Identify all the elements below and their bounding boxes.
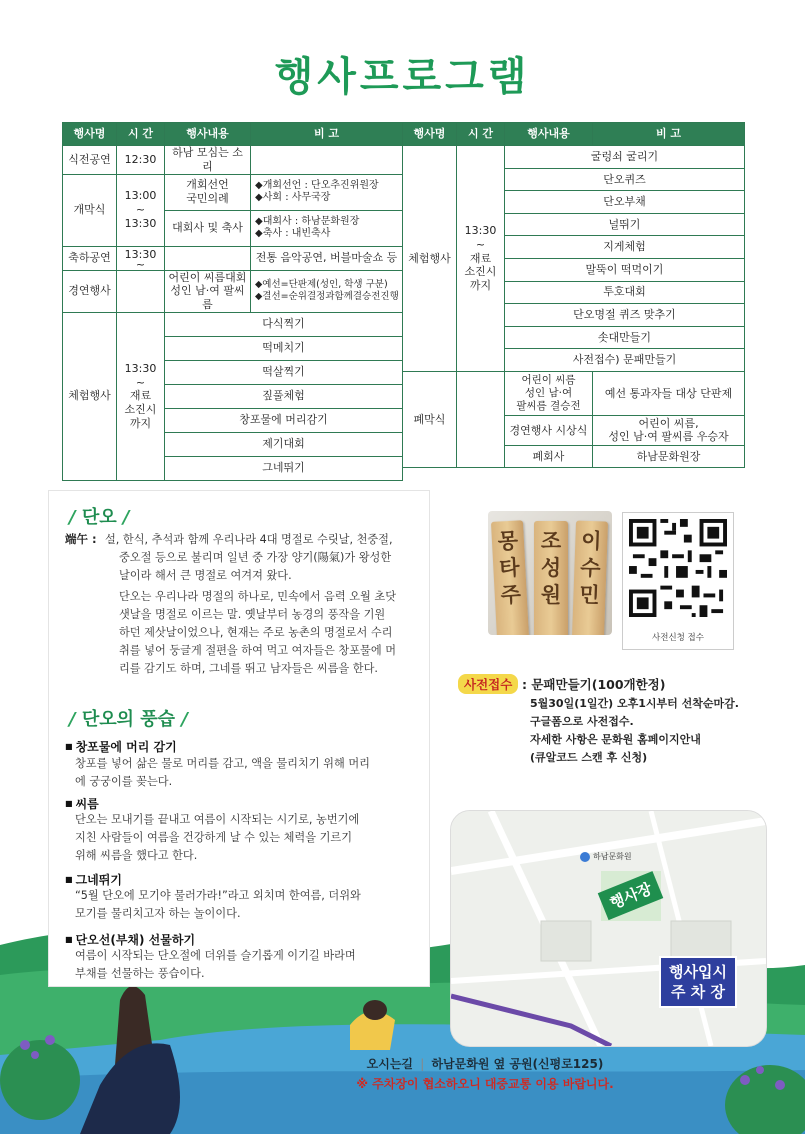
custom-text: “5월 단오에 모기야 물러가라!”라고 외치며 한여름, 더위와 모기를 물리치고자 하는 놀이이다.	[75, 889, 361, 920]
experience-item: 말뚝이 떡먹이기	[505, 258, 745, 281]
poi-label: 하남문화원	[593, 852, 632, 861]
experience-item: 단오퀴즈	[505, 168, 745, 191]
location-info: 오시는길 | 하남문화원 옆 공원(신평로125)	[366, 1057, 604, 1071]
col-header-time: 시 간	[457, 123, 505, 146]
program-table-right	[402, 122, 745, 468]
event-note: ◆개회선언 : 단오추진위원장 ◆사회 : 사무국장	[251, 174, 403, 210]
experience-item: 솟대만들기	[505, 326, 745, 349]
qr-code-icon[interactable]	[629, 519, 727, 617]
map-roads	[451, 811, 766, 1046]
dano-paragraph-2: 단오는 우리나라 명절의 하나로, 민속에서 음력 오월 초닷 샛날을 명절로 이르는 말. 옛날부터 농경의 풍작을 기원 하던 제삿날이었으나, 현재는 주로 농촌의 명절로서 수리 취를 넣어 둥글게 절편을 하여 먹고 여자들은 창포물에 머 리를 감기도 하며, 그네를 뛰고 남자들은 씨름을 한다.	[119, 590, 397, 675]
customs-title: / 단오의 풍습 /	[69, 709, 188, 730]
program-table-left	[62, 122, 403, 481]
experience-item: 다식찍기	[165, 312, 403, 336]
event-content: 폐회사	[505, 445, 593, 467]
custom-heading: ■ 단오선(부채) 선물하기	[65, 931, 195, 948]
experience-item: 투호대회	[505, 281, 745, 304]
event-name: 경연행사	[63, 270, 117, 312]
event-note: 예선 통과자들 대상 단판제	[593, 371, 745, 415]
parking-warning: ※ 주차장이 협소하오니 대중교통 이용 바랍니다.	[356, 1077, 614, 1091]
event-content: 하남 모심는 소리	[165, 146, 251, 175]
experience-item: 그네뛰기	[165, 456, 403, 480]
custom-text: 단오는 모내기를 끝내고 여름이 시작되는 시기로, 농번기에 지친 사람들이 여름을 건강하게 날 수 있는 체력을 기르기 위해 씨름을 했다고 한다.	[75, 813, 360, 862]
parking-sign: 행사입시 주 차 장	[659, 956, 737, 1008]
dano-hanzi: 端午 :	[65, 532, 97, 546]
event-time: 13:30 ~ 재료 소진시 까지	[457, 146, 505, 372]
dano-paragraph-1: 설, 한식, 추석과 함께 우리나라 4대 명절로 수릿날, 천중절, 중오절 등으로 불리며 일년 중 가장 양기(陽氣)가 왕성한 날이라 해서 큰 명절로 여겨져 왔다.	[105, 533, 393, 582]
event-name: 개막식	[63, 174, 117, 246]
nameplate: 몽타주	[491, 520, 529, 635]
event-note: 하남문화원장	[593, 445, 745, 467]
col-header-time: 시 간	[117, 123, 165, 146]
col-header-note: 비 고	[593, 123, 745, 146]
event-time: 13:30 ~ 재료 소진시 까지	[117, 312, 165, 480]
custom-heading: ■ 씨름	[65, 795, 99, 812]
nameplate-photo	[488, 511, 612, 635]
event-note: 어린이 씨름, 성인 남·여 팔씨름 우승자	[593, 415, 745, 445]
event-note: ◆대회사 : 하남문화원장 ◆축사 : 내빈축사	[251, 210, 403, 246]
custom-text: 창포를 넣어 삶은 물로 머리를 감고, 액을 물리치기 위해 머리 에 궁궁이를 꽂는다.	[75, 757, 370, 788]
apply-badge: 사전접수	[458, 674, 518, 694]
event-content: 개회선언 국민의례	[165, 174, 251, 210]
experience-item: 제기대회	[165, 432, 403, 456]
col-header-name: 행사명	[403, 123, 457, 146]
experience-item: 널뛰기	[505, 213, 745, 236]
event-name: 식전공연	[63, 146, 117, 175]
event-note: 전통 음악공연, 버블마술쇼 등	[251, 246, 403, 270]
nameplate: 이수민	[572, 520, 608, 635]
qr-caption: 사전신청 접수	[652, 633, 704, 643]
experience-item: 창포물에 머리감기	[165, 408, 403, 432]
experience-item: 떡살찍기	[165, 360, 403, 384]
experience-item: 지게체험	[505, 236, 745, 259]
custom-text: 여름이 시작되는 단오절에 더위를 슬기롭게 이기길 바라며 부채를 선물하는 풍습이다.	[75, 949, 356, 980]
event-name: 체험행사	[63, 312, 117, 480]
event-time: 12:30	[117, 146, 165, 175]
event-content: 경연행사 시상식	[505, 415, 593, 445]
custom-heading: ■ 창포물에 머리 감기	[65, 738, 177, 755]
col-header-note: 비 고	[251, 123, 403, 146]
event-name: 폐막식	[403, 371, 457, 467]
apply-headline: : 문패만들기(100개한정)	[522, 677, 666, 692]
experience-item: 단오명절 퀴즈 맞추기	[505, 304, 745, 327]
event-time: 13:30 ~	[117, 246, 165, 270]
col-header-content: 행사내용	[165, 123, 251, 146]
custom-heading: ■ 그네뛰기	[65, 871, 122, 888]
venue-sign: 행사장	[598, 871, 664, 920]
event-name: 체험행사	[403, 146, 457, 372]
col-header-name: 행사명	[63, 123, 117, 146]
dano-info-box	[48, 490, 430, 987]
location-map[interactable]	[450, 810, 767, 1047]
experience-item: 사전접수) 문패만들기	[505, 349, 745, 372]
qr-code-card[interactable]	[622, 512, 734, 650]
dano-title: / 단오 /	[69, 507, 130, 528]
event-content: 어린이 씨름대회 성인 남·여 팔씨름	[165, 270, 251, 312]
page-title: 행사프로그램	[274, 54, 531, 100]
experience-item: 떡메치기	[165, 336, 403, 360]
col-header-content: 행사내용	[505, 123, 593, 146]
apply-details: 5월30일(1일간) 오후1시부터 선착순마감. 구글폼으로 사전접수. 자세한 사항은 문화원 홈페이지안내 (큐알코드 스캔 후 신청)	[530, 697, 739, 764]
experience-item: 단오부채	[505, 191, 745, 214]
nameplate: 조성원	[534, 521, 568, 635]
event-content: 대회사 및 축사	[165, 210, 251, 246]
experience-item: 굴렁쇠 굴리기	[505, 146, 745, 169]
event-content: 어린이 씨름 성인 남·여 팔씨름 결승전	[505, 371, 593, 415]
experience-item: 짚풀체험	[165, 384, 403, 408]
event-note: ◆예선=단판제(성인, 학생 구분) ◆결선=순위결정과함께결승전진행	[251, 270, 403, 312]
event-time: 13:00 ~ 13:30	[117, 174, 165, 246]
event-name: 축하공연	[63, 246, 117, 270]
